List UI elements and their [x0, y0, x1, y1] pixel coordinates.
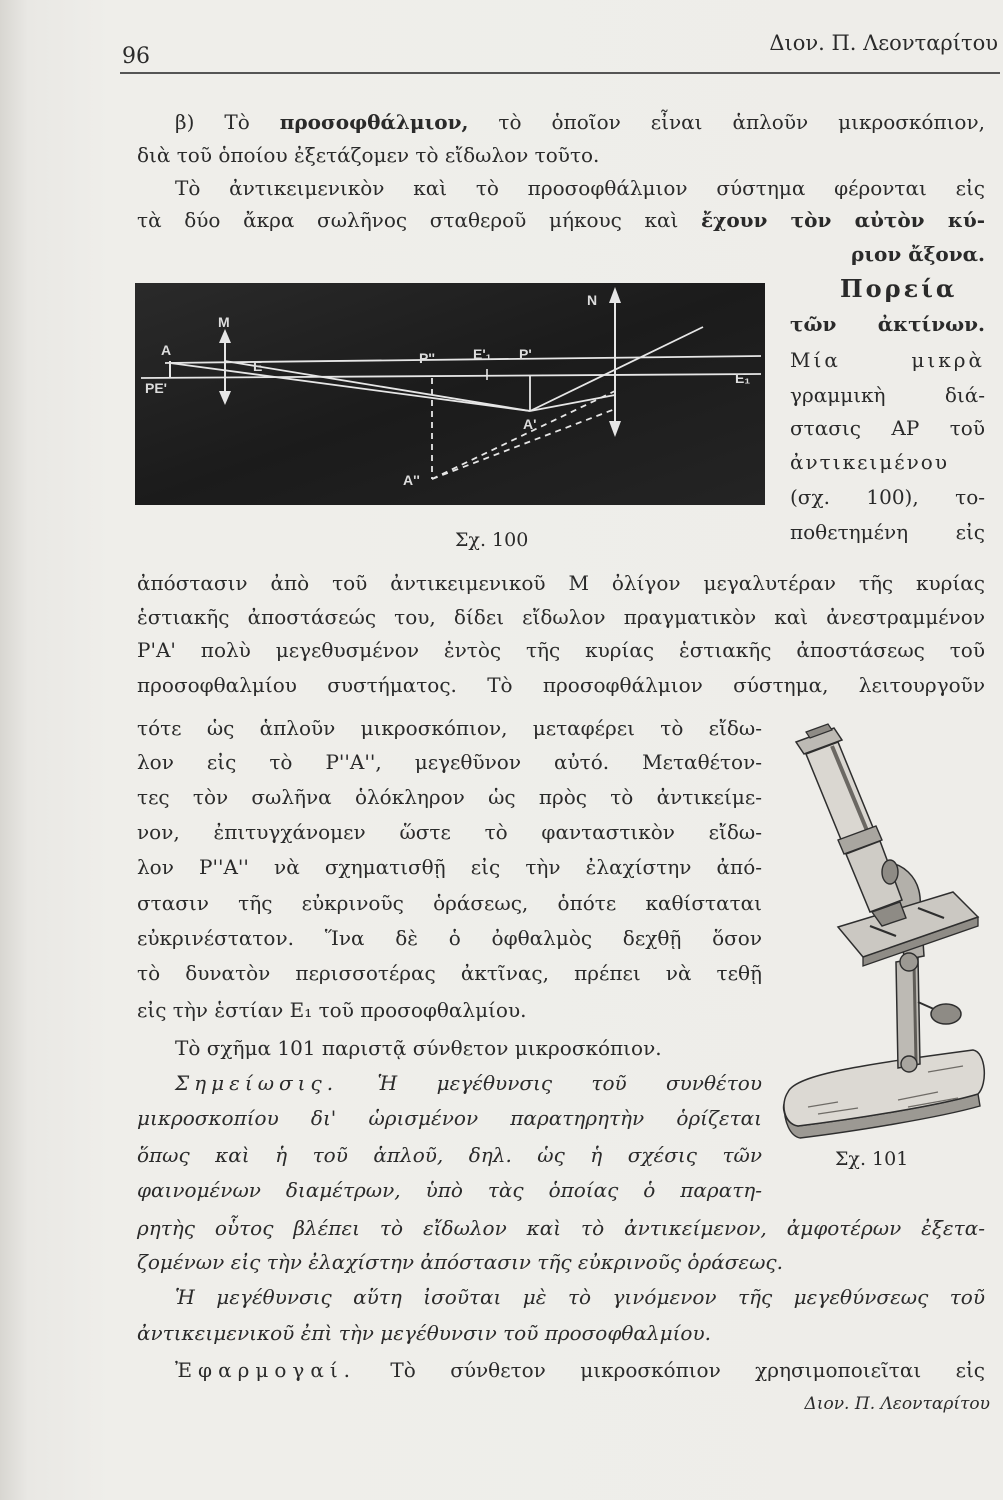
label-m: M — [218, 314, 230, 330]
header-rule — [120, 72, 1000, 74]
side-heading: τῶν ἀκτίνων. — [790, 312, 985, 336]
pillar-foot-knob — [901, 1056, 917, 1072]
text-line: στασιν τῆς εὐκρινοῦς ὁράσεως, ὁπότε καθίσταται — [137, 891, 762, 915]
label-p1: P' — [519, 346, 532, 362]
text-line: νον, ἐπιτυγχάνομεν ὥστε τὸ φανταστικὸν εἴδω- — [137, 820, 762, 844]
footer-signature: Διον. Π. Λεονταρίτου — [804, 1394, 990, 1414]
text-line: τες τὸν σωλῆνα ὁλόκληρον ὡς πρὸς τὸ ἀντικείμε- — [137, 785, 762, 809]
figure-100-ray-diagram — [135, 283, 765, 505]
label-e1: E₁ — [735, 370, 751, 386]
line-text: β) Τὸ — [175, 110, 280, 134]
figure-101-microscope — [778, 712, 988, 1140]
label-n: N — [587, 292, 598, 308]
text-line: μικροσκοπίου δι' ὡρισμένον παρατηρητὴν ὁρίζεται — [137, 1106, 762, 1130]
text-line: ἑστιακῆς ἀποστάσεώς του, δίδει εἴδωλον πραγματικὸν καὶ ἀνεστραμμένον — [137, 605, 985, 629]
text-line: ζομένων εἰς τὴν ἐλαχίστην ἀπόστασιν τῆς εὐκρινοῦς ὁράσεως. — [137, 1250, 783, 1274]
label-a2: A'' — [403, 472, 420, 488]
side-line: ποθετημένη εἰς — [790, 520, 985, 544]
text-line — [137, 207, 985, 233]
side-line: στασις ΑΡ τοῦ — [790, 416, 985, 440]
label-a1: A' — [523, 416, 537, 432]
text-line: ὅπως καὶ ἡ τοῦ ἁπλοῦ, δηλ. ὡς ἡ σχέσις τῶν — [137, 1143, 762, 1167]
text-line: Τὸ σχῆμα 101 παριστᾷ σύνθετον μικροσκόπιον. — [175, 1036, 662, 1060]
label-e1p: E'₁ — [473, 346, 492, 362]
text-line: Τὸ ἀντικειμενικὸν καὶ τὸ προσοφθάλμιον σύστημα φέρονται εἰς — [175, 176, 985, 200]
text-line: λον εἰς τὸ Ρ''Α'', μεγεθῦνον αὐτό. Μεταθέτον- — [137, 750, 762, 774]
text-line — [175, 1357, 985, 1383]
side-line: (σχ. 100), το- — [790, 485, 985, 509]
running-title: Διον. Π. Λεονταρίτου — [769, 31, 998, 55]
mirror — [931, 1004, 961, 1024]
figure-101-caption: Σχ. 101 — [835, 1148, 909, 1170]
figure-100-caption: Σχ. 100 — [455, 529, 529, 551]
text-line: Ἡ μεγέθυνσις αὕτη ἰσοῦται μὲ τὸ γινόμενον τῆς μεγεθύνσεως τοῦ — [175, 1285, 985, 1309]
text-line: ἀπόστασιν ἀπὸ τοῦ ἀντικειμενικοῦ Μ ὀλίγον μεγαλυτέραν τῆς κυρίας — [137, 571, 985, 595]
side-heading: Πορεία — [840, 274, 958, 303]
text-line: ρητὴς οὗτος βλέπει τὸ εἴδωλον καὶ τὸ ἀντικείμενον, ἀμφοτέρων ἐξετα- — [137, 1216, 985, 1240]
side-line: ἀντικειμένου — [790, 450, 949, 474]
text-line: ριον ἄξονα. — [851, 242, 985, 266]
text-line: τὸ δυνατὸν περισσοτέρας ἀκτῖνας, πρέπει νὰ τεθῇ — [137, 961, 762, 985]
line-text: Τὸ σύνθετον μικροσκόπιον χρησιμοποιεῖται εἰς — [356, 1358, 985, 1382]
text-line: εἰς τὴν ἑστίαν Ε₁ τοῦ προσοφθαλμίου. — [137, 998, 527, 1022]
side-line: Μία μικρὰ — [790, 348, 985, 372]
bold-term: προσοφθάλμιον, — [279, 110, 469, 134]
line-text: Ἡ μεγέθυνσις τοῦ συνθέτου — [338, 1071, 762, 1095]
text-line: Ρ'Α' πολὺ μεγεθυσμένον ἐντὸς τῆς κυρίας ἑστιακῆς ἀποστάσεως τοῦ — [137, 638, 985, 662]
text-line: λον Ρ''Α'' νὰ σχηματισθῇ εἰς τὴν ἐλαχίστην ἀπό- — [137, 855, 762, 879]
bold-term: ἔχουν τὸν αὐτὸν κύ- — [701, 208, 985, 232]
label-a: A — [161, 342, 172, 358]
applications-label: Ἐφαρμογαί. — [175, 1358, 357, 1382]
line-text: τὸ ὁποῖον εἶναι ἁπλοῦν μικροσκόπιον, — [468, 110, 985, 134]
pillar-shading — [914, 964, 916, 1062]
label-pe: PE' — [145, 380, 168, 396]
text-line: εὐκρινέστατον. Ἵνα δὲ ὁ ὀφθαλμὸς δεχθῇ ὅσον — [137, 926, 762, 950]
line-text: τὰ δύο ἄκρα σωλῆνος σταθεροῦ μήκους καὶ — [137, 208, 702, 232]
text-line: διὰ τοῦ ὁποίου ἐξετάζομεν τὸ εἴδωλον τοῦτο. — [137, 143, 600, 167]
label-p2: P'' — [419, 350, 435, 366]
text-line — [175, 109, 985, 135]
text-line: φαινομένων διαμέτρων, ὑπὸ τὰς ὁποίας ὁ παρατη- — [137, 1178, 762, 1202]
coarse-adjustment-knob — [882, 860, 898, 884]
note-label: Σημείωσις. — [175, 1071, 339, 1095]
text-line — [175, 1070, 762, 1096]
text-line: προσοφθαλμίου συστήματος. Τὸ προσοφθάλμιον σύστημα, λειτουργοῦν — [137, 673, 985, 697]
hinge-joint — [900, 953, 918, 971]
page-number: 96 — [122, 44, 150, 69]
text-line: ἀντικειμενικοῦ ἐπὶ τὴν μεγέθυνσιν τοῦ προσοφθαλμίου. — [137, 1321, 711, 1345]
label-e: E — [253, 358, 263, 374]
text-line: τότε ὡς ἁπλοῦν μικροσκόπιον, μεταφέρει τὸ εἴδω- — [137, 716, 762, 740]
side-line: γραμμικὴ διά- — [790, 383, 985, 407]
